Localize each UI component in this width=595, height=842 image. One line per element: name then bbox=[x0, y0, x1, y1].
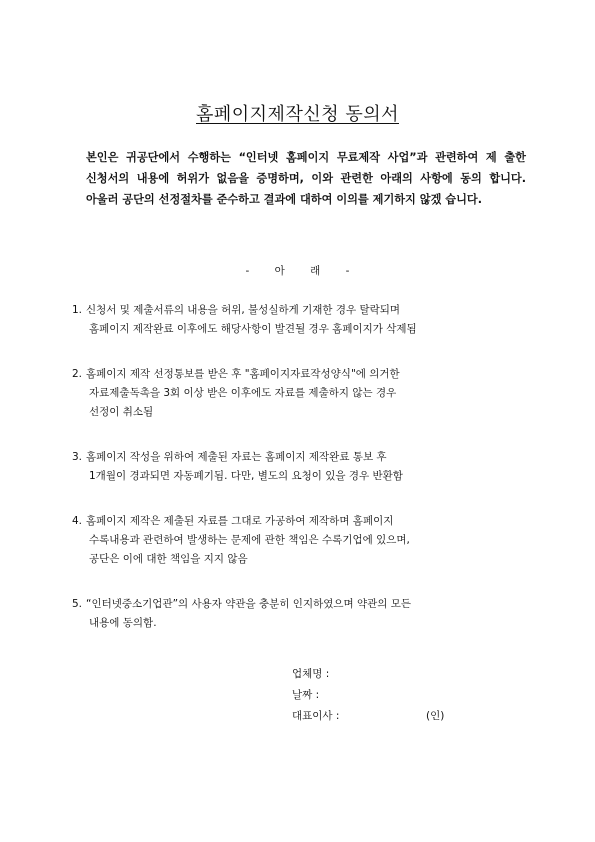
term-line: 홈페이지 제작완료 이후에도 해당사항이 발견될 경우 홈페이지가 삭제됨 bbox=[89, 323, 417, 335]
date-row bbox=[292, 685, 472, 706]
intro-line: 출한 신청서의 내용에 허위가 없음을 증명하며, 이와 관련한 아래의 사항에 동의 bbox=[86, 151, 526, 185]
term-text bbox=[86, 301, 532, 339]
term-line: 공단은 이에 대한 책임을 지지 않음 bbox=[89, 553, 248, 565]
seal-mark: (인) bbox=[426, 710, 445, 722]
document-title: 홈페이지제작신청 동의서 bbox=[196, 104, 399, 125]
term-line: 자료제출독촉을 3회 이상 받은 이후에도 자료를 제출하지 않는 경우 bbox=[89, 387, 397, 399]
term-line: 홈페이지 제작 선정통보를 받은 후 "홈페이지자료작성양식"에 의거한 bbox=[86, 368, 400, 380]
term-text bbox=[86, 512, 532, 569]
intro-paragraph bbox=[86, 147, 526, 210]
term-item-3 bbox=[72, 448, 532, 486]
term-number: 3. bbox=[72, 451, 83, 463]
term-line: 선정이 취소됨 bbox=[89, 406, 154, 418]
term-line: “인터넷중소기업관”의 사용자 약관을 충분히 인지하였으며 약관의 모든 bbox=[86, 598, 412, 610]
term-line: 1개월이 경과되면 자동폐기됨. 다만, 별도의 요청이 있을 경우 반환함 bbox=[89, 470, 403, 482]
term-text bbox=[86, 448, 532, 486]
term-item-2 bbox=[72, 365, 532, 422]
company-name-row bbox=[292, 664, 472, 685]
term-line: 수록내용과 관련하여 발생하는 문제에 관한 책임은 수록기업에 있으며, bbox=[89, 534, 410, 546]
intro-line: 습니다. bbox=[445, 193, 482, 206]
term-number: 5. bbox=[72, 598, 83, 610]
signature-block bbox=[292, 664, 472, 727]
term-item-5 bbox=[72, 595, 532, 633]
term-text bbox=[86, 365, 532, 422]
terms-list bbox=[72, 301, 532, 659]
term-number: 2. bbox=[72, 368, 83, 380]
term-item-1 bbox=[72, 301, 532, 339]
company-name-label: 업체명 : bbox=[292, 668, 330, 680]
term-number: 4. bbox=[72, 515, 83, 527]
intro-line: 본인은 귀공단에서 수행하는 “인터넷 홈페이지 무료제작 사업”과 관련하여 제 bbox=[86, 151, 497, 164]
term-line: 내용에 동의함. bbox=[89, 617, 157, 629]
date-label: 날짜 : bbox=[292, 689, 320, 701]
section-divider-below: - 아 래 - bbox=[245, 265, 350, 277]
term-text bbox=[86, 595, 532, 633]
ceo-row bbox=[292, 706, 472, 727]
intro-line: 합니다. 아울러 공단의 선정절차를 준수하고 결과에 대하여 이의를 제기하지 않겠 bbox=[86, 172, 526, 206]
ceo-label: 대표이사 : bbox=[292, 710, 340, 722]
term-number: 1. bbox=[72, 304, 83, 316]
term-line: 홈페이지 제작은 제출된 자료를 그대로 가공하여 제작하며 홈페이지 bbox=[86, 515, 394, 527]
term-item-4 bbox=[72, 512, 532, 569]
term-line: 홈페이지 작성을 위하여 제출된 자료는 홈페이지 제작완료 통보 후 bbox=[86, 451, 387, 463]
term-line: 신청서 및 제출서류의 내용을 허위, 불성실하게 기재한 경우 탈락되며 bbox=[86, 304, 401, 316]
